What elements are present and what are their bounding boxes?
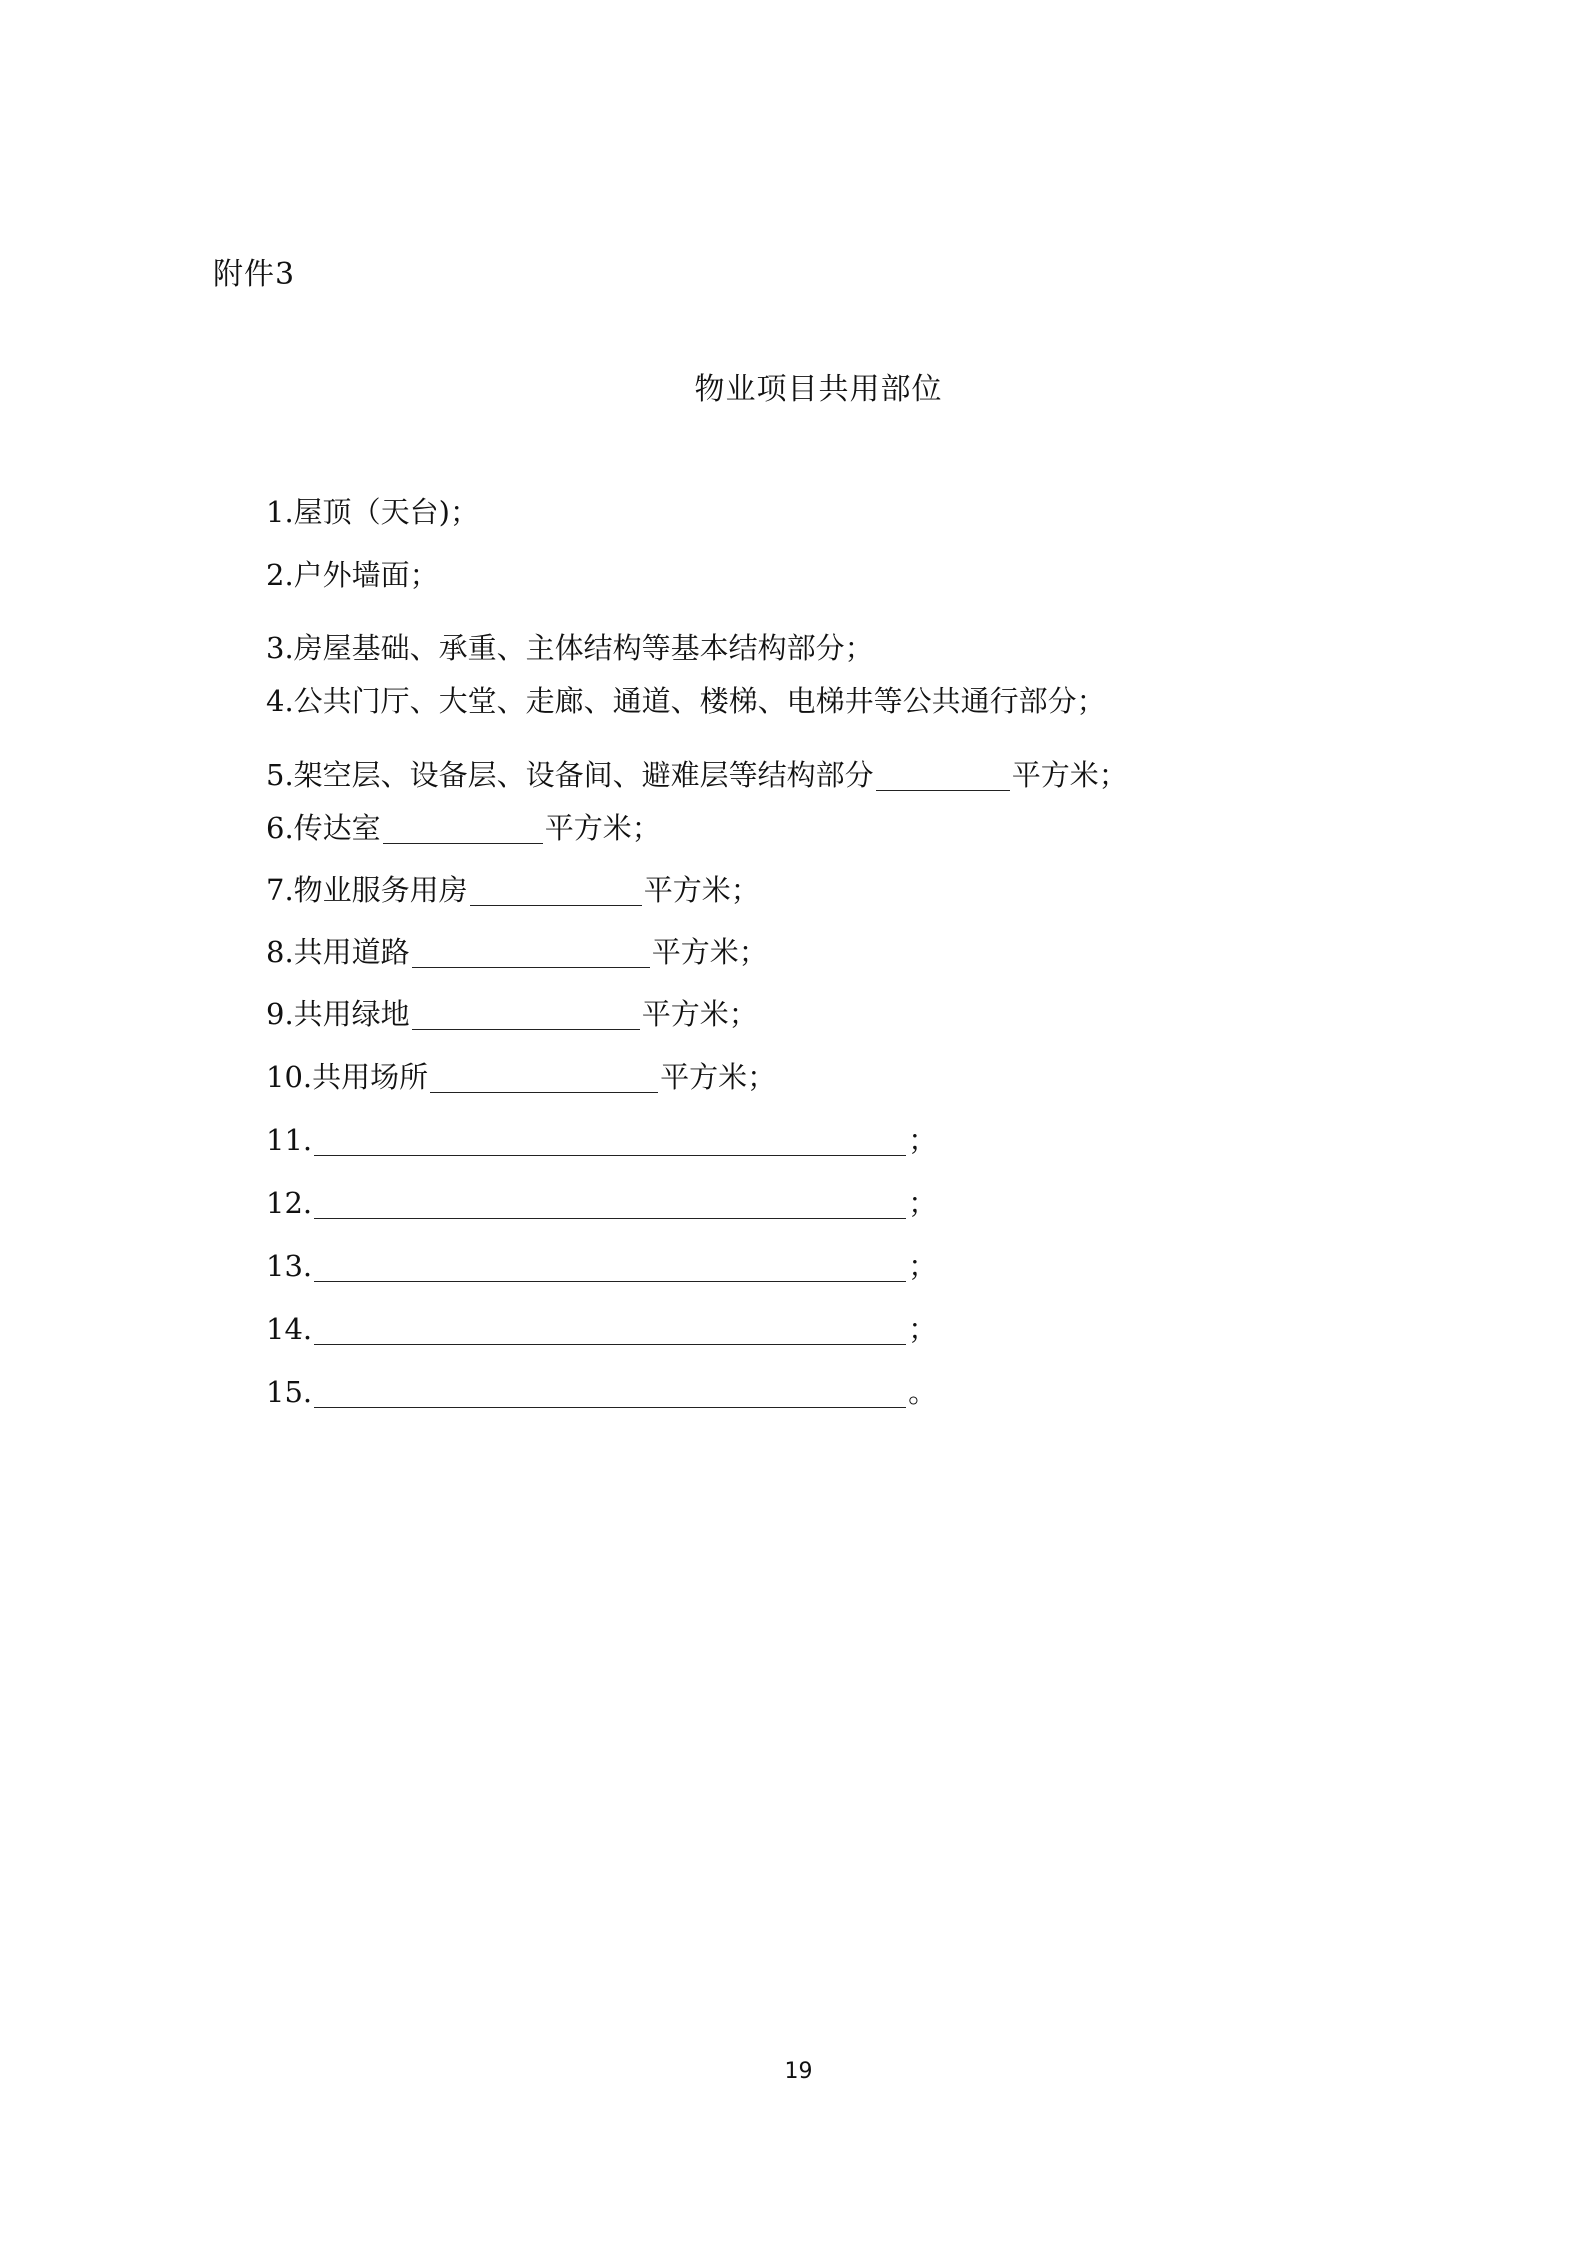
attachment-label: 附件3 bbox=[213, 257, 296, 292]
item-text: 架空层、设备层、设备间、避难层等结构部分 bbox=[293, 758, 874, 792]
fill-in-blank[interactable] bbox=[412, 999, 640, 1030]
item-number: 2. bbox=[266, 558, 294, 592]
item-unit: 平方米； bbox=[641, 997, 758, 1031]
list-item bbox=[266, 1246, 937, 1286]
item-unit: 平方米； bbox=[1011, 758, 1128, 792]
item-text: 屋顶（天台)； bbox=[293, 495, 479, 529]
item-number: 10. bbox=[266, 1060, 313, 1094]
item-unit: 平方米； bbox=[651, 935, 768, 969]
fill-in-blank[interactable] bbox=[383, 813, 543, 844]
item-number: 8. bbox=[266, 935, 294, 969]
list-item bbox=[266, 932, 768, 972]
item-end-mark: 。 bbox=[908, 1375, 938, 1409]
fill-in-blank[interactable] bbox=[314, 1314, 906, 1345]
fill-in-blank[interactable] bbox=[314, 1188, 906, 1219]
item-text: 公共门厅、大堂、走廊、通道、楼梯、电梯井等公共通行部分； bbox=[293, 684, 1106, 718]
item-unit: 平方米； bbox=[660, 1060, 777, 1094]
list-item bbox=[266, 755, 1128, 795]
item-number: 6. bbox=[266, 811, 294, 845]
item-unit: 平方米； bbox=[643, 873, 760, 907]
list-item bbox=[266, 1057, 776, 1097]
item-number: 1. bbox=[266, 495, 294, 529]
list-item bbox=[266, 1309, 937, 1349]
list-item bbox=[266, 628, 874, 668]
fill-in-blank[interactable] bbox=[430, 1062, 658, 1093]
fill-in-blank[interactable] bbox=[470, 875, 642, 906]
item-number: 9. bbox=[266, 997, 294, 1031]
item-number: 11. bbox=[266, 1123, 313, 1157]
item-number: 15. bbox=[266, 1375, 313, 1409]
item-end-mark: ； bbox=[908, 1123, 938, 1157]
item-unit: 平方米； bbox=[544, 811, 661, 845]
item-text: 户外墙面； bbox=[293, 558, 439, 592]
fill-in-blank[interactable] bbox=[412, 937, 650, 968]
list-item bbox=[266, 808, 661, 848]
item-number: 13. bbox=[266, 1249, 313, 1283]
item-text: 共用道路 bbox=[293, 935, 410, 969]
item-text: 房屋基础、承重、主体结构等基本结构部分； bbox=[293, 631, 874, 665]
item-end-mark: ； bbox=[908, 1312, 938, 1346]
fill-in-blank[interactable] bbox=[314, 1377, 906, 1408]
list-item bbox=[266, 870, 760, 910]
list-item bbox=[266, 1372, 937, 1412]
list-item bbox=[266, 1183, 937, 1223]
item-number: 5. bbox=[266, 758, 294, 792]
fill-in-blank[interactable] bbox=[314, 1251, 906, 1282]
item-text: 共用场所 bbox=[312, 1060, 429, 1094]
document-title: 物业项目共用部位 bbox=[694, 372, 943, 407]
page-number: 19 bbox=[784, 2059, 813, 2084]
item-number: 3. bbox=[266, 631, 294, 665]
item-text: 物业服务用房 bbox=[293, 873, 468, 907]
item-number: 12. bbox=[266, 1186, 313, 1220]
list-item bbox=[266, 681, 1106, 721]
list-item bbox=[266, 492, 479, 532]
fill-in-blank[interactable] bbox=[314, 1125, 906, 1156]
item-text: 传达室 bbox=[293, 811, 381, 845]
fill-in-blank[interactable] bbox=[876, 760, 1010, 791]
item-text: 共用绿地 bbox=[293, 997, 410, 1031]
list-item bbox=[266, 1120, 937, 1160]
item-end-mark: ； bbox=[908, 1249, 938, 1283]
item-number: 14. bbox=[266, 1312, 313, 1346]
list-item bbox=[266, 555, 439, 595]
item-number: 4. bbox=[266, 684, 294, 718]
item-number: 7. bbox=[266, 873, 294, 907]
item-end-mark: ； bbox=[908, 1186, 938, 1220]
list-item bbox=[266, 994, 758, 1034]
